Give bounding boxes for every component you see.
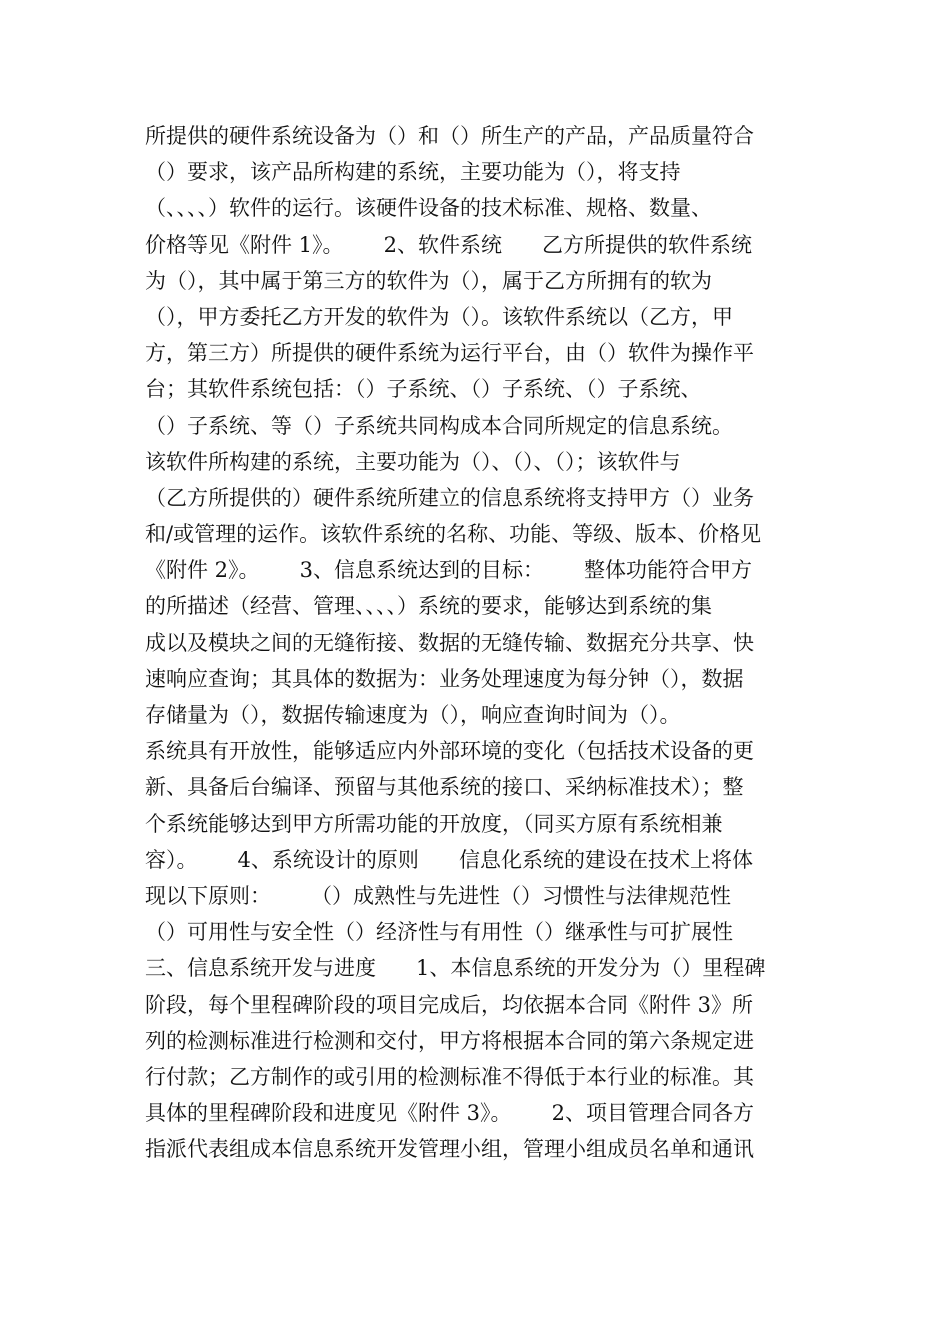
text-line-26: 列的检测标准进行检测和交付，甲方将根据本合同的第六条规定进: [145, 1028, 754, 1053]
text-line-22: 现以下原则： （）成熟性与先进性（）习惯性与法律规范性: [145, 883, 732, 908]
text-line-29: 指派代表组成本信息系统开发管理小组，管理小组成员名单和通讯: [145, 1137, 754, 1162]
text-line-3: （、、、、）软件的运行。该硬件设备的技术标准、规格、数量、: [145, 196, 712, 221]
text-line-25: 阶段，每个里程碑阶段的项目完成后，均依据本合同《附件 3》所: [145, 992, 754, 1017]
text-line-2: （）要求，该产品所构建的系统，主要功能为（），将支持: [145, 160, 681, 185]
text-line-16: 速响应查询；其具体的数据为：业务处理速度为每分钟（），数据: [145, 666, 744, 691]
text-line-4: 价格等见《附件 1》。 2、软件系统 乙方所提供的软件系统: [145, 232, 752, 257]
text-line-8: 台；其软件系统包括：（）子系统、（）子系统、（）子系统、: [145, 377, 702, 402]
text-line-21: 容）。 4、系统设计的原则 信息化系统的建设在技术上将体: [145, 847, 753, 872]
text-line-7: 方，第三方）所提供的硬件系统为运行平台，由（）软件为操作平: [145, 341, 754, 366]
contract-body-text: [145, 118, 815, 1167]
text-line-19: 新、具备后台编译、预留与其他系统的接口、采纳标准技术）；整: [145, 775, 744, 800]
text-line-1: 所提供的硬件系统设备为（）和（）所生产的产品，产品质量符合: [145, 124, 754, 148]
text-line-10: 该软件所构建的系统，主要功能为（）、（）、（）；该软件与: [145, 449, 681, 474]
text-line-18: 系统具有开放性，能够适应内外部环境的变化（包括技术设备的更: [145, 739, 754, 764]
text-line-23: （）可用性与安全性（）经济性与有用性（）继承性与可扩展性: [145, 920, 733, 945]
text-line-27: 行付款；乙方制作的或引用的检测标准不得低于本行业的标准。其: [145, 1064, 754, 1089]
text-line-13: 《附件 2》。 3、信息系统达到的目标： 整体功能符合甲方: [145, 558, 752, 583]
text-line-12: 和/或管理的运作。该软件系统的名称、功能、等级、版本、价格见: [145, 522, 762, 547]
text-line-28: 具体的里程碑阶段和进度见《附件 3》。 2、项目管理合同各方: [145, 1101, 754, 1126]
text-line-24: 三、信息系统开发与进度 1、本信息系统的开发分为（）里程碑: [145, 956, 766, 981]
text-line-9: （）子系统、等（）子系统共同构成本合同所规定的信息系统。: [145, 413, 733, 438]
text-line-11: （乙方所提供的）硬件系统所建立的信息系统将支持甲方（）业务: [145, 485, 754, 510]
text-line-17: 存储量为（），数据传输速度为（），响应查询时间为（）。: [145, 703, 681, 727]
text-line-6: （），甲方委托乙方开发的软件为（）。该软件系统以（乙方，甲: [145, 304, 733, 329]
text-line-15: 成以及模块之间的无缝衔接、数据的无缝传输、数据充分共享、快: [145, 630, 754, 655]
text-line-20: 个系统能够达到甲方所需功能的开放度，（同买方原有系统相兼: [145, 811, 723, 836]
text-line-14: 的所描述（经营、管理、、、、）系统的要求，能够达到系统的集: [145, 594, 712, 619]
text-line-5: 为（），其中属于第三方的软件为（），属于乙方所拥有的软为: [145, 268, 712, 293]
